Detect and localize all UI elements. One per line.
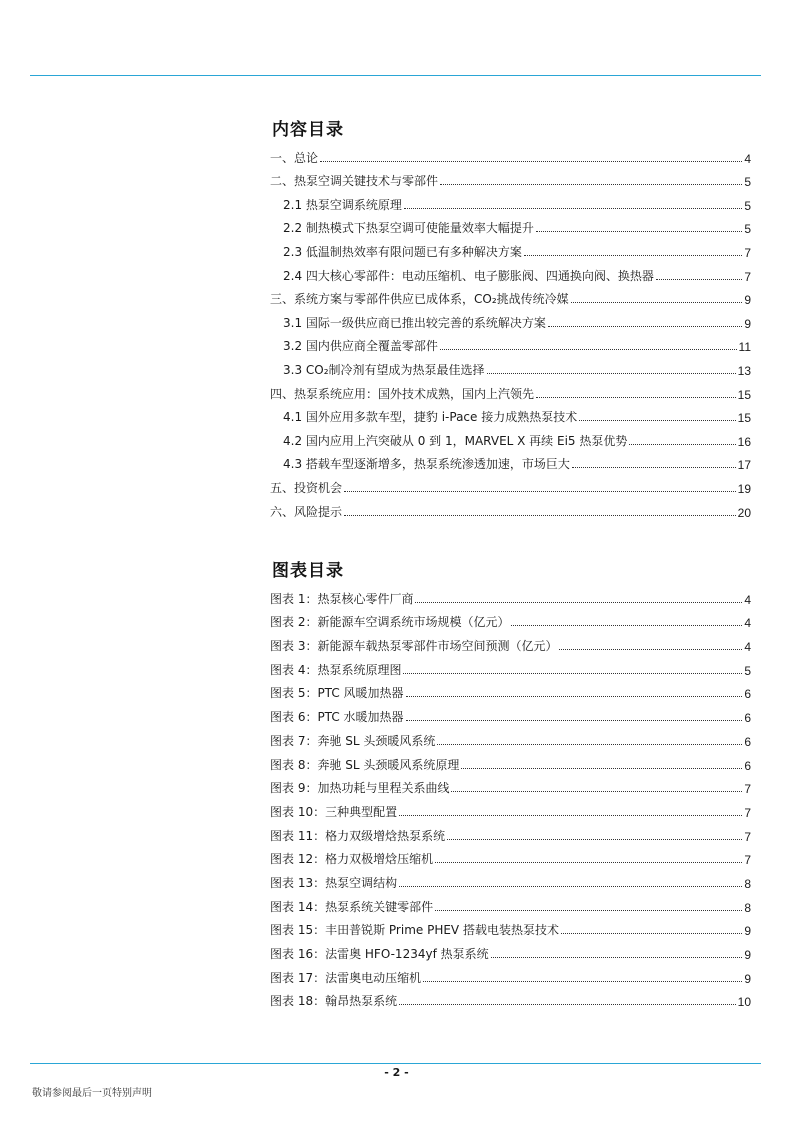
entry-label: 一、总论 — [270, 150, 319, 165]
contents-entry[interactable] — [270, 166, 751, 190]
dot-leader — [406, 696, 743, 697]
dot-leader — [344, 491, 736, 492]
entry-label: 图表 1：热泵核心零件厂商 — [270, 591, 414, 606]
entry-page: 19 — [737, 481, 751, 496]
entry-label: 图表 18：翰昂热泵系统 — [270, 994, 398, 1009]
figure-entry[interactable] — [270, 867, 751, 891]
contents-entry[interactable] — [270, 307, 751, 331]
dot-leader — [548, 326, 742, 327]
figure-entry[interactable] — [270, 607, 751, 631]
entry-label: 2.2 制热模式下热泵空调可使能量效率大幅提升 — [283, 221, 534, 236]
contents-entry[interactable] — [270, 472, 751, 496]
entry-label: 4.1 国外应用多款车型，捷豹 i-Pace 接力成熟热泵技术 — [283, 410, 578, 425]
figure-entry[interactable] — [270, 773, 751, 797]
entry-page: 16 — [737, 434, 751, 449]
figures-list — [270, 583, 751, 1009]
entry-label: 三、系统方案与零部件供应已成体系，CO₂挑战传统冷媒 — [270, 292, 569, 307]
dot-leader — [561, 933, 742, 934]
entry-page: 5 — [744, 663, 751, 678]
entry-label: 图表 9：加热功耗与里程关系曲线 — [270, 781, 450, 796]
entry-label: 图表 2：新能源车空调系统市场规模（亿元） — [270, 615, 510, 630]
figure-entry[interactable] — [270, 701, 751, 725]
figure-entry[interactable] — [270, 583, 751, 607]
footer-disclaimer: 敬请参阅最后一页特别声明 — [32, 1088, 152, 1099]
entry-label: 图表 16：法雷奥 HFO-1234yf 热泵系统 — [270, 947, 489, 961]
page-number: - 2 - — [384, 1066, 409, 1079]
entry-label: 图表 8：奔驰 SL 头颈暖风系统原理 — [270, 757, 460, 772]
dot-leader — [447, 839, 742, 840]
figure-entry[interactable] — [270, 749, 751, 773]
dot-leader — [536, 231, 742, 232]
contents-entry[interactable] — [270, 496, 751, 520]
entry-page: 7 — [744, 853, 751, 868]
dot-leader — [440, 349, 737, 350]
dot-leader — [440, 184, 742, 185]
dot-leader — [559, 649, 742, 650]
figure-entry[interactable] — [270, 654, 751, 678]
entry-label: 2.1 热泵空调系统原理 — [283, 197, 402, 212]
dot-leader — [423, 981, 742, 982]
dot-leader — [415, 602, 742, 603]
entry-page: 9 — [744, 316, 751, 331]
dot-leader — [344, 515, 736, 516]
figure-entry[interactable] — [270, 844, 751, 868]
dot-leader — [491, 957, 743, 958]
entry-page: 15 — [737, 387, 751, 402]
contents-entry[interactable] — [270, 284, 751, 308]
entry-page: 5 — [744, 175, 751, 190]
dot-leader — [399, 815, 742, 816]
dot-leader — [451, 791, 742, 792]
entry-label: 二、热泵空调关键技术与零部件 — [270, 174, 439, 189]
figure-entry[interactable] — [270, 725, 751, 749]
entry-page: 17 — [737, 458, 751, 473]
entry-label: 图表 10：三种典型配置 — [270, 804, 398, 819]
entry-label: 图表 13：热泵空调结构 — [270, 875, 398, 890]
contents-entry[interactable] — [270, 142, 751, 166]
entry-page: 9 — [744, 948, 751, 962]
figure-entry[interactable] — [270, 891, 751, 915]
entry-label: 图表 3：新能源车载热泵零部件市场空间预测（亿元） — [270, 639, 558, 654]
entry-page: 5 — [744, 198, 751, 213]
entry-page: 4 — [744, 616, 751, 631]
contents-list — [270, 142, 751, 520]
contents-heading: 内容目录 — [272, 120, 344, 140]
entry-page: 9 — [744, 924, 751, 939]
footer-rule — [30, 1063, 761, 1064]
entry-page: 4 — [744, 640, 751, 655]
entry-label: 四、热泵系统应用：国外技术成熟，国内上汽领先 — [270, 386, 535, 401]
entry-label: 五、投资机会 — [270, 480, 343, 495]
entry-page: 20 — [737, 505, 751, 520]
entry-label: 图表 7：奔驰 SL 头颈暖风系统 — [270, 733, 436, 748]
figure-entry[interactable] — [270, 938, 751, 962]
dot-leader — [511, 625, 742, 626]
header-rule — [30, 75, 761, 76]
dot-leader — [656, 279, 742, 280]
entry-label: 图表 6：PTC 水暖加热器 — [270, 710, 404, 725]
entry-page: 7 — [744, 829, 751, 844]
entry-page: 9 — [744, 971, 751, 986]
entry-label: 图表 14：热泵系统关键零部件 — [270, 899, 434, 914]
contents-entry[interactable] — [270, 449, 751, 473]
entry-label: 六、风险提示 — [270, 504, 343, 519]
entry-label: 图表 11：格力双级增焓热泵系统 — [270, 828, 446, 843]
entry-page: 5 — [744, 222, 751, 237]
dot-leader — [571, 302, 743, 303]
entry-page: 8 — [744, 876, 751, 891]
dot-leader — [435, 862, 742, 863]
contents-entry[interactable] — [270, 260, 751, 284]
contents-entry[interactable] — [270, 402, 751, 426]
dot-leader — [399, 1004, 736, 1005]
contents-entry[interactable] — [270, 213, 751, 237]
contents-entry[interactable] — [270, 354, 751, 378]
contents-entry[interactable] — [270, 331, 751, 355]
entry-label: 图表 17：法雷奥电动压缩机 — [270, 970, 422, 985]
dot-leader — [437, 744, 742, 745]
entry-label: 3.2 国内供应商全覆盖零部件 — [283, 339, 438, 354]
entry-label: 3.3 CO₂制冷剂有望成为热泵最佳选择 — [283, 362, 485, 377]
entry-page: 11 — [738, 340, 751, 355]
entry-page: 6 — [744, 687, 751, 702]
contents-entry[interactable] — [270, 189, 751, 213]
entry-page: 6 — [744, 758, 751, 773]
entry-page: 6 — [744, 734, 751, 749]
contents-entry[interactable] — [270, 378, 751, 402]
entry-page: 4 — [744, 151, 751, 166]
dot-leader — [524, 255, 742, 256]
entry-label: 3.1 国际一级供应商已推出较完善的系统解决方案 — [283, 315, 546, 330]
entry-label: 图表 4：热泵系统原理图 — [270, 662, 402, 677]
dot-leader — [572, 467, 736, 468]
dot-leader — [399, 886, 742, 887]
dot-leader — [487, 373, 736, 374]
entry-label: 图表 5：PTC 风暖加热器 — [270, 686, 404, 701]
figure-entry[interactable] — [270, 630, 751, 654]
entry-page: 7 — [744, 269, 751, 284]
entry-label: 4.2 国内应用上汽突破从 0 到 1，MARVEL X 再续 Ei5 热泵优势 — [283, 433, 628, 448]
entry-page: 6 — [744, 711, 751, 726]
dot-leader — [629, 444, 735, 445]
figures-heading: 图表目录 — [272, 561, 344, 581]
entry-label: 2.3 低温制热效率有限问题已有多种解决方案 — [283, 244, 522, 259]
figure-entry[interactable] — [270, 820, 751, 844]
figure-entry[interactable] — [270, 915, 751, 939]
contents-entry[interactable] — [270, 236, 751, 260]
figure-entry[interactable] — [270, 796, 751, 820]
dot-leader — [435, 910, 742, 911]
dot-leader — [461, 768, 742, 769]
entry-label: 图表 12：格力双极增焓压缩机 — [270, 852, 434, 867]
entry-label: 4.3 搭载车型逐渐增多，热泵系统渗透加速，市场巨大 — [283, 457, 570, 472]
entry-label: 2.4 四大核心零部件：电动压缩机、电子膨胀阀、四通换向阀、换热器 — [283, 268, 654, 283]
entry-label: 图表 15：丰田普锐斯 Prime PHEV 搭载电装热泵技术 — [270, 923, 559, 938]
entry-page: 7 — [744, 782, 751, 797]
dot-leader — [536, 397, 736, 398]
dot-leader — [403, 673, 742, 674]
entry-page: 4 — [744, 592, 751, 607]
entry-page: 13 — [737, 363, 751, 378]
entry-page: 8 — [744, 900, 751, 915]
entry-page: 7 — [744, 805, 751, 820]
dot-leader — [404, 208, 742, 209]
entry-page: 7 — [744, 245, 751, 260]
dot-leader — [320, 161, 742, 162]
entry-page: 9 — [744, 293, 751, 308]
entry-page: 15 — [737, 411, 751, 426]
figure-entry[interactable] — [270, 986, 751, 1010]
dot-leader — [579, 420, 735, 421]
contents-entry[interactable] — [270, 425, 751, 449]
dot-leader — [406, 720, 743, 721]
figure-entry[interactable] — [270, 678, 751, 702]
entry-page: 10 — [737, 995, 751, 1010]
figure-entry[interactable] — [270, 962, 751, 986]
